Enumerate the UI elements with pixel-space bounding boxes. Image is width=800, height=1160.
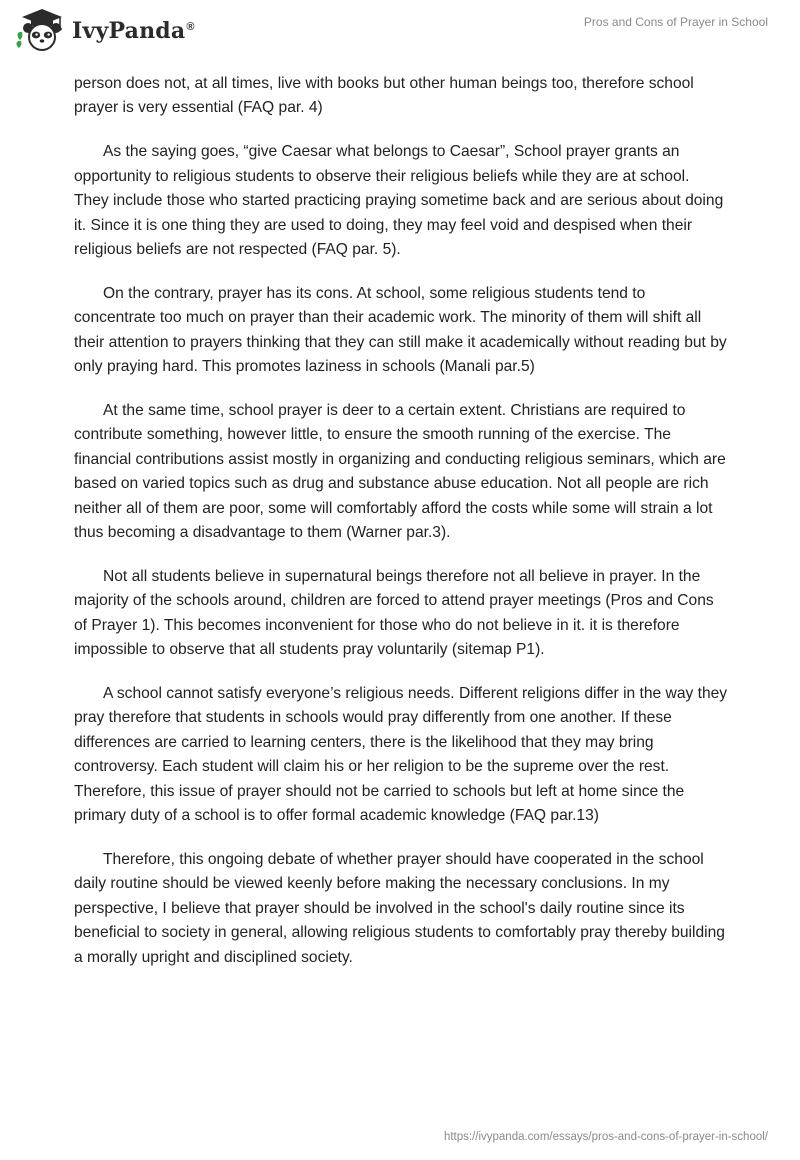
paragraph: Not all students believe in supernatural beings therefore not all believe in prayer. In the majority of the schools around, children are forced to attend prayer meetings (Pros and Cons of Prayer 1). This becomes inconvenient for those who do not believe in it. it is therefore impossible to observe that all students pray voluntarily (sitemap P1). xyxy=(74,567,714,659)
page-header xyxy=(0,0,800,60)
document-title: Pros and Cons of Prayer in School xyxy=(583,15,768,29)
paragraph: person does not, at all times, live with books but other human beings too, therefore school prayer is very essential (FAQ par. 4) xyxy=(74,75,694,117)
paragraph: On the contrary, prayer has its cons. At school, some religious students tend to concentrate too much on prayer than their academic work. The minority of them will shift all their attention to prayers thinking that they can still make it academically without reading but by only praying hard. This promotes laziness in schools (Manali par.5) xyxy=(74,284,727,376)
source-url[interactable]: https://ivypanda.com/essays/pros-and-cons-of-prayer-in-school/ xyxy=(443,1131,768,1143)
paragraph: A school cannot satisfy everyone’s religious needs. Different religions differ in the way they pray therefore that students in schools would pray differently from one another. If these differences are carried to learning centers, there is the likelihood that they may bring controversy. Each student will claim his or her religion to be the supreme over the rest. Therefore, this issue of prayer should not be carried to schools but left at home since the primary duty of a school is to offer formal academic knowledge (FAQ par.13) xyxy=(74,685,728,825)
brand-name: IvyPanda xyxy=(72,18,186,44)
paragraph: At the same time, school prayer is deer to a certain extent. Christians are required to contribute something, however little, to ensure the smooth running of the exercise. The financial contributions assist mostly in organizing and conducting religious seminars, which are based on varied topics such as drug and substance abuse education. Not all people are rich neither all of them are poor, some will comfortably afford the costs while some will strain a lot thus becoming a disadvantage to them (Warner par.3). xyxy=(74,401,726,541)
paragraph: Therefore, this ongoing debate of whether prayer should have cooperated in the school daily routine should be viewed keenly before making the necessary conclusions. In my perspective, I believe that prayer should be involved in the school's daily routine since its beneficial to society in general, allowing religious students to comfortably pray thereby building a morally upright and disciplined society. xyxy=(74,850,725,966)
logo-wordmark xyxy=(72,18,195,44)
paragraph: As the saying goes, “give Caesar what belongs to Caesar”, School prayer grants an opportunity to religious students to observe their religious beliefs while they are at school. They include those who started practicing praying sometime back and are serious about doing it. Since it is one thing they are used to doing, they may feel void and despised when their religious beliefs are not respected (FAQ par. 5). xyxy=(74,143,724,258)
registered-mark: ® xyxy=(186,20,195,33)
ivypanda-logo[interactable] xyxy=(14,6,195,54)
essay-body xyxy=(74,72,728,990)
panda-graduation-cap-icon xyxy=(14,6,70,54)
